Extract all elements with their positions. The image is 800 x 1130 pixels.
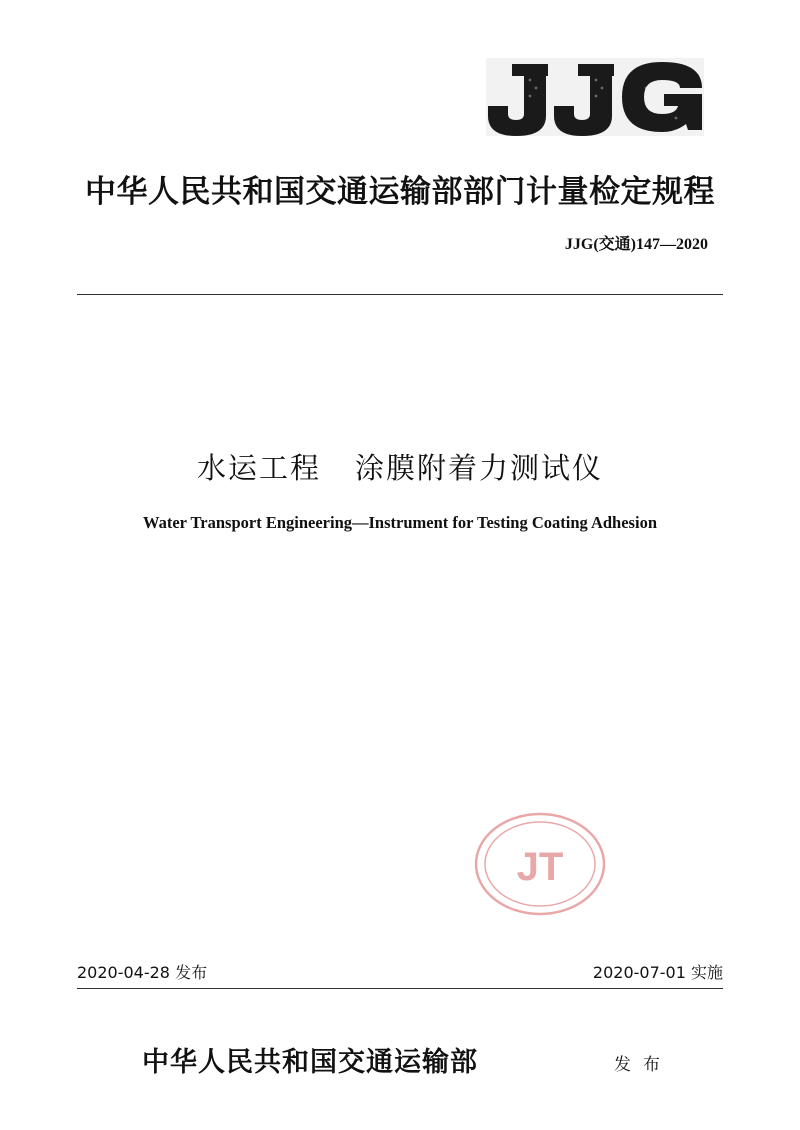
document-code: JJG(交通)147—2020 [564,236,708,253]
publish-action: 发布 [614,1055,672,1075]
top-divider [77,294,723,295]
bottom-divider [77,988,723,989]
chinese-title-part2: 涂膜附着力测试仪 [355,451,604,485]
issue-date: 2020-04-28 发布 [77,963,208,982]
jjg-logo-graphic [486,58,704,136]
english-title: Water Transport Engineering—Instrument for Testing Coating Adhesion [142,513,657,532]
publisher-name: 中华人民共和国交通运输部 [142,1047,478,1078]
jt-stamp-graphic [474,812,606,916]
jt-watermark-stamp [474,812,606,916]
jjg-logo [486,58,704,136]
effective-date: 2020-07-01 实施 [592,963,723,982]
series-title: 中华人民共和国交通运输部部门计量检定规程 [85,174,715,210]
chinese-title [0,446,800,487]
svg-text:JT: JT [516,845,564,889]
chinese-title-part1: 水运工程 [196,451,321,485]
